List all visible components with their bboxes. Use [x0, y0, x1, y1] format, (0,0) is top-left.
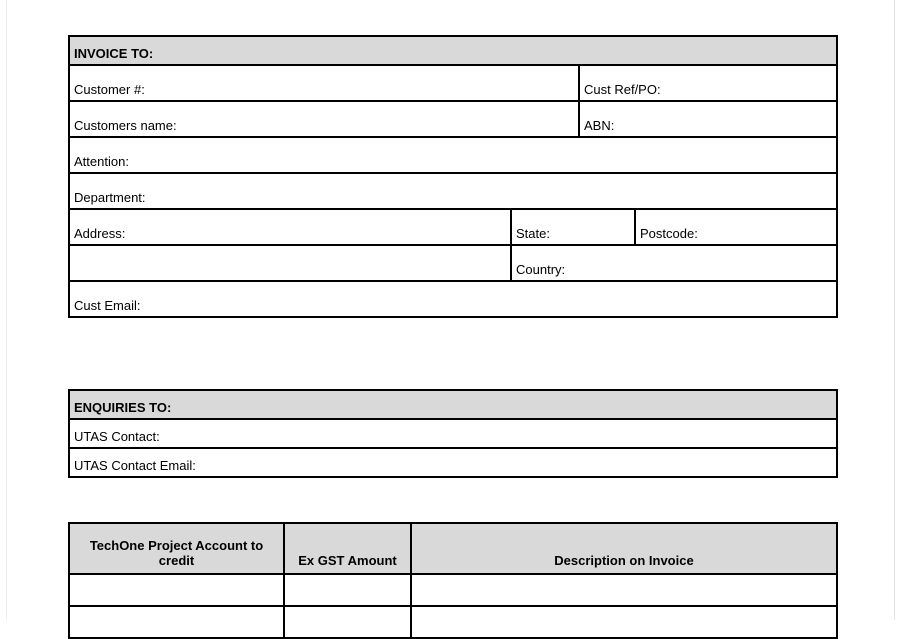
- utas-contact-field[interactable]: UTAS Contact:: [69, 419, 837, 448]
- column-header-description: Description on Invoice: [411, 523, 837, 574]
- address-line2-row: [69, 245, 837, 281]
- attention-field[interactable]: Attention:: [69, 137, 837, 173]
- customers-name-row: [69, 101, 837, 137]
- invoice-to-table: [68, 35, 838, 318]
- cell-account[interactable]: [69, 574, 284, 606]
- table-row: [69, 606, 837, 638]
- column-header-account: TechOne Project Account to credit: [69, 523, 284, 574]
- customers-name-field[interactable]: Customers name:: [69, 101, 579, 137]
- address-row: [69, 209, 837, 245]
- column-header-amount: Ex GST Amount: [284, 523, 411, 574]
- page-edge-line-left: [6, 0, 7, 620]
- cust-email-field[interactable]: Cust Email:: [69, 281, 837, 317]
- cell-description[interactable]: [411, 574, 837, 606]
- cell-amount[interactable]: [284, 574, 411, 606]
- utas-contact-email-field[interactable]: UTAS Contact Email:: [69, 448, 837, 477]
- utas-contact-row: [69, 419, 837, 448]
- line-items-table: [68, 522, 838, 639]
- state-field[interactable]: State:: [511, 209, 635, 245]
- enquiries-header-row: [69, 390, 837, 419]
- enquiries-to-header: ENQUIRIES TO:: [69, 390, 837, 419]
- page-edge-line-right: [894, 0, 895, 620]
- enquiries-to-table: [68, 389, 838, 478]
- customer-number-row: [69, 65, 837, 101]
- abn-field[interactable]: ABN:: [579, 101, 837, 137]
- country-field[interactable]: Country:: [511, 245, 837, 281]
- invoice-to-header: INVOICE TO:: [69, 36, 837, 65]
- department-field[interactable]: Department:: [69, 173, 837, 209]
- cell-account[interactable]: [69, 606, 284, 638]
- address-line2-field[interactable]: [69, 245, 511, 281]
- invoice-to-header-row: [69, 36, 837, 65]
- department-row: [69, 173, 837, 209]
- table-row: [69, 574, 837, 606]
- customer-number-field[interactable]: Customer #:: [69, 65, 579, 101]
- cust-ref-po-field[interactable]: Cust Ref/PO:: [579, 65, 837, 101]
- cell-amount[interactable]: [284, 606, 411, 638]
- utas-contact-email-row: [69, 448, 837, 477]
- line-items-header-row: [69, 523, 837, 574]
- address-field[interactable]: Address:: [69, 209, 511, 245]
- attention-row: [69, 137, 837, 173]
- postcode-field[interactable]: Postcode:: [635, 209, 837, 245]
- cust-email-row: [69, 281, 837, 317]
- cell-description[interactable]: [411, 606, 837, 638]
